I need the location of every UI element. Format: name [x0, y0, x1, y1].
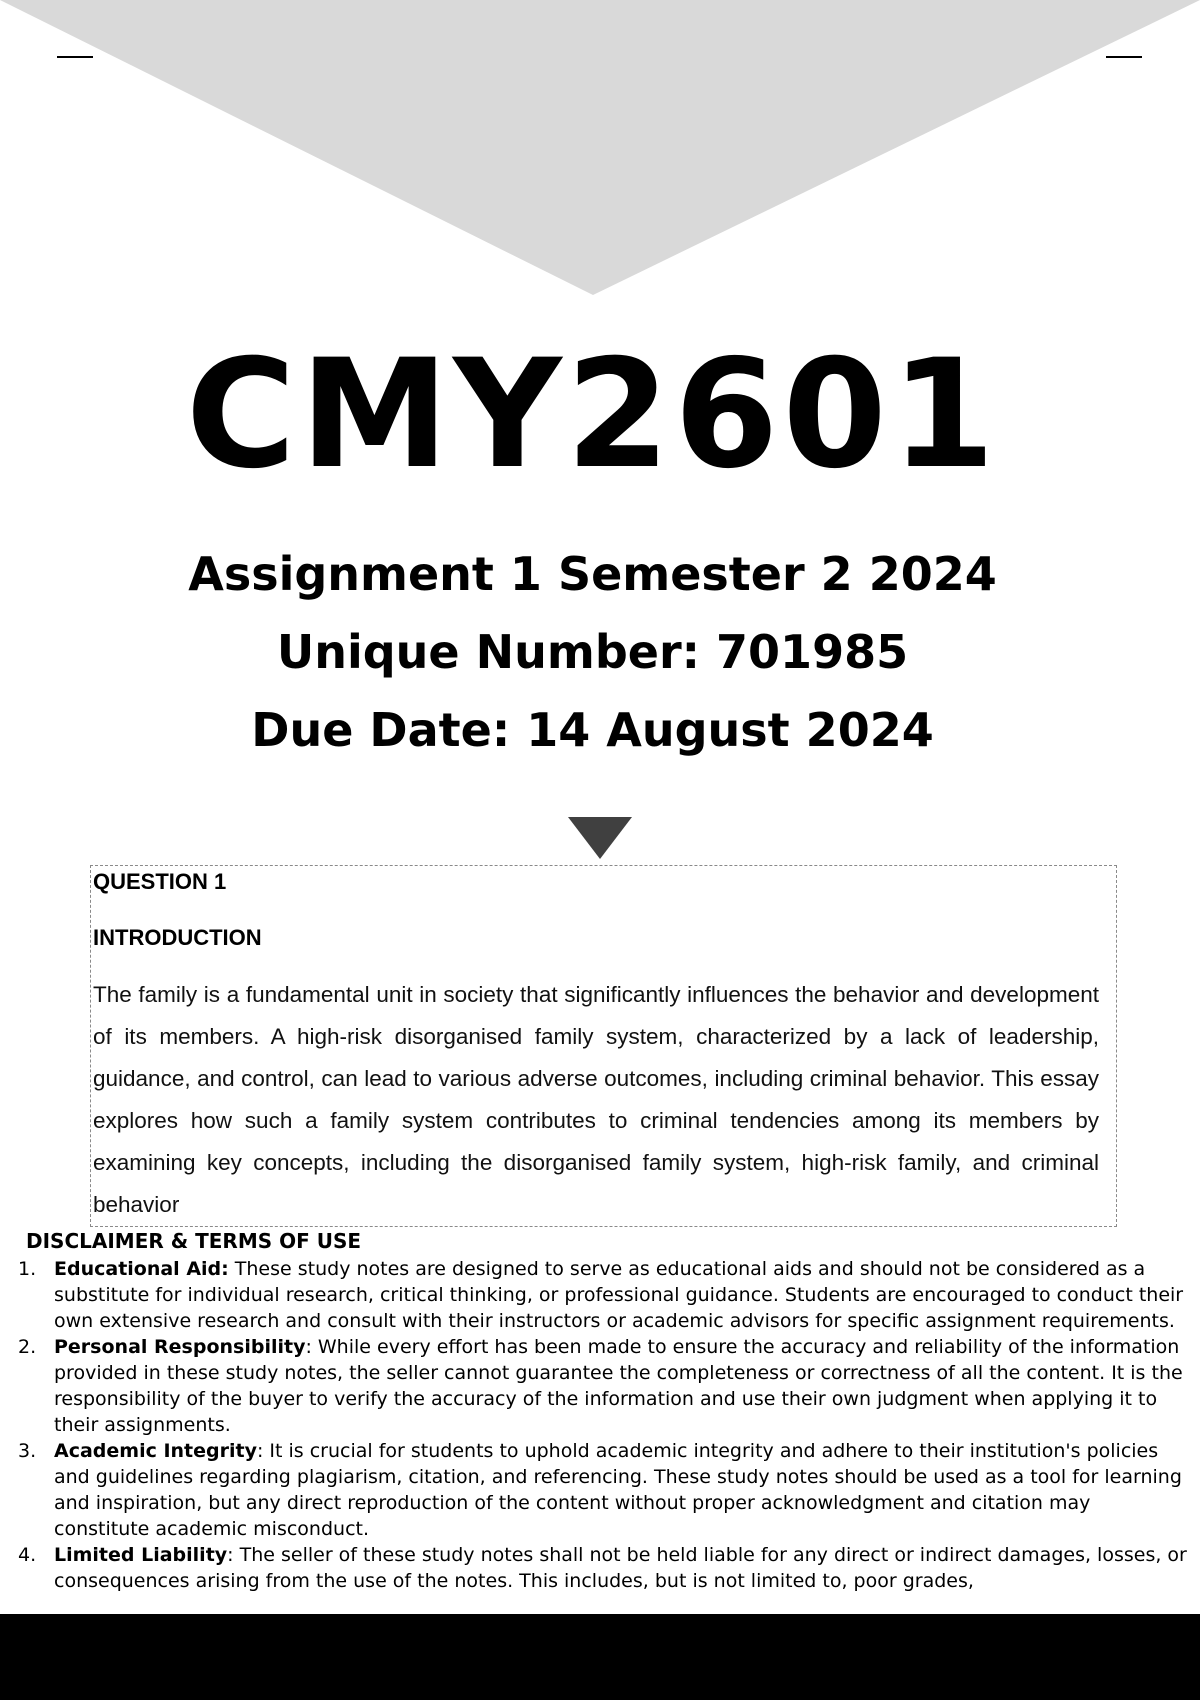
item-body: These study notes are designed to serve as educational aids and should not be considered as a substitute for individual research, critical thinking, or professional guidance. Students are encouraged to conduct their own extensive research and consult with their instructors or academic advisors for specific assignment requirements.: [54, 1258, 1184, 1332]
item-number: 4.: [18, 1544, 37, 1566]
disclaimer-item: [18, 1334, 1190, 1438]
disclaimer-item: [18, 1256, 1190, 1334]
item-text: [54, 1438, 1190, 1542]
item-label: Personal Responsibility: [54, 1336, 306, 1358]
disclaimer-section: [18, 1228, 1190, 1594]
item-text: [54, 1542, 1190, 1594]
item-label: Educational Aid:: [54, 1258, 229, 1280]
header-chevron-shape: [0, 0, 1200, 300]
course-code-title: CMY2601: [185, 328, 1000, 502]
down-arrow-icon: [568, 817, 632, 859]
bottom-black-bar: [0, 1614, 1200, 1700]
item-label: Limited Liability: [54, 1544, 228, 1566]
corner-mark-left: [57, 56, 93, 58]
introduction-heading: INTRODUCTION: [93, 925, 262, 950]
corner-mark-right: [1106, 56, 1142, 58]
item-number: 3.: [18, 1440, 37, 1462]
unique-number-line: Unique Number: 701985: [276, 625, 909, 679]
assignment-line: Assignment 1 Semester 2 2024: [188, 547, 997, 601]
due-date-line: Due Date: 14 August 2024: [251, 703, 934, 757]
disclaimer-item: [18, 1438, 1190, 1542]
item-body: : While every effort has been made to ensure the accuracy and reliability of the information provided in these study notes, the seller cannot guarantee the completeness or correctness of all the content. It is the responsibility of the buyer to verify the accuracy of the information and use their own judgment when applying it to their assignments.: [54, 1336, 1183, 1436]
item-number: 2.: [18, 1336, 37, 1358]
item-text: [54, 1256, 1190, 1334]
question-box: [90, 865, 1117, 1227]
item-body: : The seller of these study notes shall not be held liable for any direct or indirect damages, losses, or consequences arising from the use of the notes. This includes, but is not limited to, poor grades,: [54, 1544, 1187, 1592]
item-text: [54, 1334, 1190, 1438]
item-body: : It is crucial for students to uphold academic integrity and adhere to their institution's policies and guidelines regarding plagiarism, citation, and referencing. These study notes should be used as a tool for learning and inspiration, but any direct reproduction of the content without proper acknowledgment and citation may constitute academic misconduct.: [54, 1440, 1182, 1540]
item-label: Academic Integrity: [54, 1440, 257, 1462]
disclaimer-title: DISCLAIMER & TERMS OF USE: [26, 1229, 362, 1253]
disclaimer-item: [18, 1542, 1190, 1594]
question-heading: QUESTION 1: [93, 869, 227, 894]
introduction-paragraph: The family is a fundamental unit in society that significantly influences the behavior and development of its members. A high-risk disorganised family system, characterized by a lack of leadership, guidance, and control, can lead to various adverse outcomes, including criminal behavior. This essay explores how such a family system contributes to criminal tendencies among its members by examining key concepts, including the disorganised family system, high-risk family, and criminal behavior: [93, 982, 1099, 1217]
item-number: 1.: [18, 1258, 37, 1280]
